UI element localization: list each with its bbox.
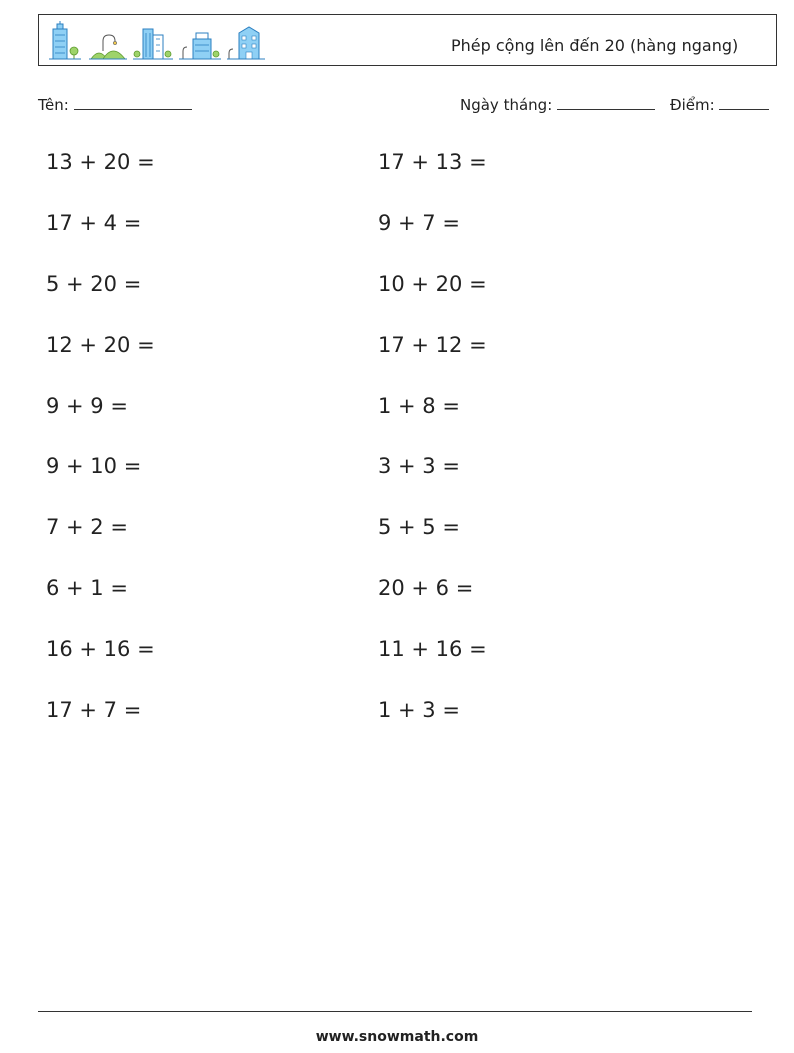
small-building-icon — [179, 33, 221, 59]
park-lamp-icon — [89, 35, 127, 59]
apartment-building-icon — [227, 27, 265, 59]
problem: 17 + 4 = — [46, 211, 142, 235]
problem: 16 + 16 = — [46, 637, 155, 661]
problem: 1 + 3 = — [378, 698, 460, 722]
problem: 9 + 9 = — [46, 394, 128, 418]
date-blank[interactable] — [557, 95, 655, 110]
score-blank[interactable] — [719, 95, 769, 110]
problem-row — [46, 333, 746, 373]
date-label: Ngày tháng: — [460, 96, 553, 114]
footer-divider — [38, 1011, 752, 1012]
worksheet-header — [38, 14, 777, 66]
problem: 9 + 7 = — [378, 211, 460, 235]
problem-row — [46, 272, 746, 312]
problem: 17 + 7 = — [46, 698, 142, 722]
city-illustration — [47, 21, 267, 61]
office-buildings-icon — [133, 29, 173, 59]
score-field — [670, 95, 769, 114]
problem: 10 + 20 = — [378, 272, 487, 296]
problem-row — [46, 211, 746, 251]
problem: 5 + 20 = — [46, 272, 142, 296]
problem-row — [46, 576, 746, 616]
problem: 13 + 20 = — [46, 150, 155, 174]
problem-row — [46, 515, 746, 555]
name-blank[interactable] — [74, 95, 192, 110]
tower-building-icon — [49, 21, 81, 59]
worksheet-title: Phép cộng lên đến 20 (hàng ngang) — [451, 36, 739, 55]
date-field — [460, 95, 655, 114]
footer-site[interactable]: www.snowmath.com — [315, 1029, 479, 1045]
name-label: Tên: — [38, 96, 69, 114]
problem: 20 + 6 = — [378, 576, 474, 600]
problem: 17 + 13 = — [378, 150, 487, 174]
problem: 11 + 16 = — [378, 637, 487, 661]
problem: 1 + 8 = — [378, 394, 460, 418]
problem: 7 + 2 = — [46, 515, 128, 539]
problem: 17 + 12 = — [378, 333, 487, 357]
name-field — [38, 95, 192, 114]
problem-row — [46, 394, 746, 434]
problem-row — [46, 698, 746, 738]
score-label: Điểm: — [670, 96, 715, 114]
problem: 5 + 5 = — [378, 515, 460, 539]
problem: 6 + 1 = — [46, 576, 128, 600]
problem: 9 + 10 = — [46, 454, 142, 478]
problem: 3 + 3 = — [378, 454, 460, 478]
problem-row — [46, 637, 746, 677]
problem-row — [46, 454, 746, 494]
problem-row — [46, 150, 746, 190]
problem: 12 + 20 = — [46, 333, 155, 357]
